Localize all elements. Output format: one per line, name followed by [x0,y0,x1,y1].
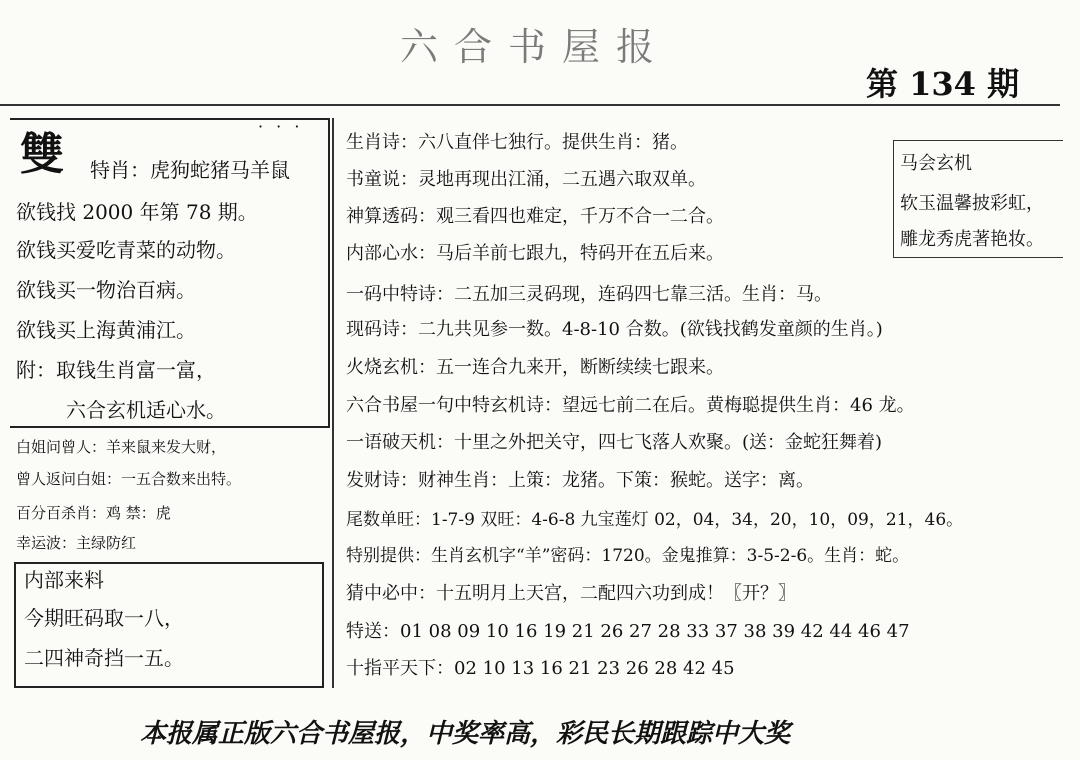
mahui-line: 软玉温馨披彩虹， [900,193,1044,214]
column-divider [332,118,334,688]
internal-material-line: 今期旺码取一八， [24,606,184,630]
main-line: 现码诗：二九共见参一数。4-8-10 合数。(欲钱找鹤发童颜的生肖。) [346,319,883,340]
lucky-wave-line: 幸运波：主绿防红 [16,534,137,552]
header-divider [0,104,1060,106]
main-line: 一语破天机：十里之外把关守，四七飞落人欢聚。(送：金蛇狂舞着) [346,432,883,453]
main-line: 特别提供：生肖玄机字“羊”密码：1720。金鬼推算：3-5-2-6。生肖：蛇。 [346,546,910,566]
riddle-line: 欲钱买爱吃青菜的动物。 [16,238,236,262]
main-line: 六合书屋一句中特玄机诗：望远七前二在后。黄梅聪提供生肖：46 龙。 [346,395,915,416]
mahui-title: 马会玄机 [900,153,972,174]
main-line: 尾数单旺：1-7-9 双旺：4-6-8 九宝莲灯 02，04，34，20，10，09，21，46。 [346,510,964,530]
riddle-line: 欲钱买上海黄浦江。 [16,318,196,342]
decorative-dots: · · · [258,117,304,136]
main-line: 一码中特诗：二五加三灵码现，连码四七靠三活。生肖：马。 [346,284,832,305]
main-line: 特送：01 08 09 10 16 19 21 26 27 28 33 37 38 39 42 44 46 47 [346,621,910,642]
main-line: 生肖诗：六八直伴七独行。提供生肖：猪。 [346,132,688,153]
riddle-line: 附：取钱生肖富一富， [16,358,216,382]
riddle-line: 欲钱买一物治百病。 [16,278,196,302]
kill-zodiac-line: 百分百杀肖：鸡 禁：虎 [16,504,171,522]
main-line: 内部心水：马后羊前七跟九，特码开在五后来。 [346,243,724,264]
newspaper-title: 六合书屋报 [400,25,671,69]
riddle-line: 六合玄机适心水。 [66,398,226,422]
main-line: 发财诗：财神生肖：上策：龙猪。下策：猴蛇。送字：离。 [346,470,814,491]
issue-number: 第 134 期 [866,65,1020,103]
main-line: 书童说：灵地再现出江涌，二五遇六取双单。 [346,169,706,190]
special-zodiac-line: 特肖：虎狗蛇猪马羊鼠 [90,158,290,182]
zeng-ren-line: 曾人返问白姐：一五合数来出特。 [16,470,242,488]
bai-jie-line: 白姐问曾人：羊来鼠来发大财， [16,438,227,456]
main-line: 神算透码：观三看四也难定，千万不合一二合。 [346,206,724,227]
main-line: 火烧玄机：五一连合九来开，断断续续七跟来。 [346,357,724,378]
twin-character: 雙 [20,129,64,180]
internal-material-title: 内部来料 [24,568,104,592]
main-line: 猜中必中：十五明月上天宫，二配四六功到成！〖开？〗 [346,583,796,604]
internal-material-line: 二四神奇挡一五。 [24,646,184,670]
riddle-line: 欲钱找 2000 年第 78 期。 [16,200,258,224]
footer-slogan: 本报属正版六合书屋报，中奖率高，彩民长期跟踪中大奖 [140,719,791,749]
mahui-line: 雕龙秀虎著艳妆。 [900,229,1044,250]
main-line: 十指平天下：02 10 13 16 21 23 26 28 42 45 [346,658,735,679]
